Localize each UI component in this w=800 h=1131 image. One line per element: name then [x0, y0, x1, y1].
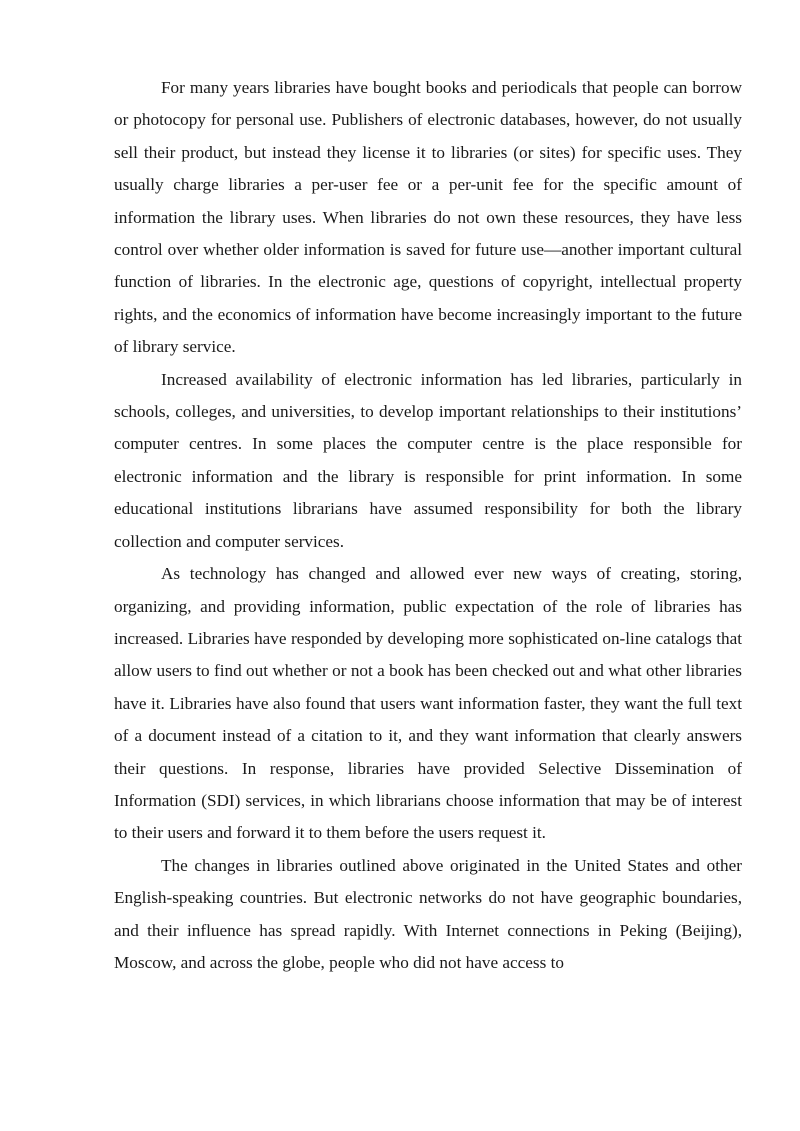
paragraph-public-expectation: As technology has changed and allowed ever new ways of creating, storing, organizing, and providing information, public expectation of the role of libraries has increased. Libraries have responded by developing more sophisticated on-line catalogs that allow users to find out whether or not a book has been checked out and what other libraries have it. Libraries have also found that users want information faster, they want the full text of a document instead of a citation to it, and they want information that clearly answers their questions. In response, libraries have provided Selective Dissemination of Information (SDI) services, in which librarians choose information that may be of interest to their users and forward it to them before the users request it.	[114, 564, 742, 843]
paragraph-library-licensing: For many years libraries have bought books and periodicals that people can borrow or photocopy for personal use. Publishers of electronic databases, however, do not usually sell their product, but instead they license it to libraries (or sites) for specific uses. They usually charge libraries a per-user fee or a per-unit fee for the specific amount of information the library uses. When libraries do not own these resources, they have less control over whether older information is saved for future use—another important cultural function of libraries. In the electronic age, questions of copyright, intellectual property rights, and the economics of information have become increasingly important to the future of library service.	[114, 78, 742, 357]
paragraph-computer-centres: Increased availability of electronic information has led libraries, particularly in schools, colleges, and universities, to develop important relationships to their institutions’ computer centres. In some places the computer centre is the place responsible for electronic information and the library is responsible for print information. In some educational institutions librarians have assumed responsibility for both the library collection and computer services.	[114, 369, 742, 551]
document-body	[114, 72, 742, 979]
paragraph-global-influence: The changes in libraries outlined above originated in the United States and other English-speaking countries. But electronic networks do not have geographic boundaries, and their influence has spread rapidly. With Internet connections in Peking (Beijing), Moscow, and across the globe, people who did not have access to	[114, 855, 742, 972]
